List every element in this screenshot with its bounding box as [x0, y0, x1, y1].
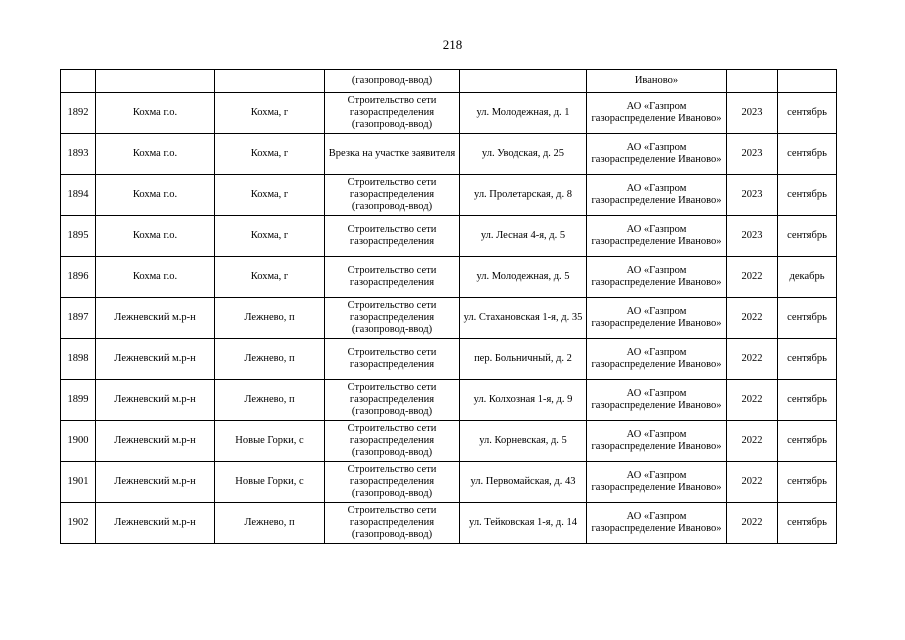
cell-year: 2023 [727, 134, 778, 175]
cell-work: Врезка на участке заявителя [325, 134, 460, 175]
table-row [61, 462, 837, 503]
cell-month: сентябрь [778, 93, 837, 134]
cell-org: АО «Газпром газораспределение Иваново» [587, 175, 727, 216]
cell-org: АО «Газпром газораспределение Иваново» [587, 93, 727, 134]
cell-org: АО «Газпром газораспределение Иваново» [587, 339, 727, 380]
cell-locality: Кохма, г [215, 175, 325, 216]
cell-year: 2022 [727, 421, 778, 462]
cell-year: 2023 [727, 93, 778, 134]
cell-org: Иваново» [587, 70, 727, 93]
cell-district: Кохма г.о. [96, 93, 215, 134]
table-row [61, 257, 837, 298]
cell-org: АО «Газпром газораспределение Иваново» [587, 503, 727, 544]
cell-month: сентябрь [778, 421, 837, 462]
cell-year: 2022 [727, 380, 778, 421]
cell-address: ул. Молодежная, д. 5 [460, 257, 587, 298]
cell-num: 1900 [61, 421, 96, 462]
cell-num: 1894 [61, 175, 96, 216]
cell-district: Лежневский м.р-н [96, 503, 215, 544]
cell-org: АО «Газпром газораспределение Иваново» [587, 134, 727, 175]
table-row [61, 421, 837, 462]
cell-address: ул. Стахановская 1-я, д. 35 [460, 298, 587, 339]
cell-district: Кохма г.о. [96, 175, 215, 216]
cell-num: 1893 [61, 134, 96, 175]
cell-work: Строительство сети газораспределения [325, 339, 460, 380]
cell-month: сентябрь [778, 175, 837, 216]
cell-num: 1892 [61, 93, 96, 134]
cell-locality: Новые Горки, с [215, 462, 325, 503]
table-body [61, 70, 837, 544]
cell-year: 2022 [727, 462, 778, 503]
cell-year: 2023 [727, 175, 778, 216]
cell-org: АО «Газпром газораспределение Иваново» [587, 421, 727, 462]
cell-address: ул. Лесная 4-я, д. 5 [460, 216, 587, 257]
table-row [61, 339, 837, 380]
cell-org: АО «Газпром газораспределение Иваново» [587, 462, 727, 503]
table-row [61, 134, 837, 175]
continuation-row [61, 70, 837, 93]
cell-locality: Лежнево, п [215, 380, 325, 421]
cell-locality: Лежнево, п [215, 298, 325, 339]
cell-locality: Лежнево, п [215, 503, 325, 544]
table-row [61, 380, 837, 421]
cell-work: Строительство сети газораспределения (газопровод-ввод) [325, 93, 460, 134]
cell-work: (газопровод-ввод) [325, 70, 460, 93]
cell-locality: Новые Горки, с [215, 421, 325, 462]
cell-num: 1899 [61, 380, 96, 421]
cell-work: Строительство сети газораспределения (газопровод-ввод) [325, 462, 460, 503]
cell-year: 2023 [727, 216, 778, 257]
cell-year [727, 70, 778, 93]
cell-district: Кохма г.о. [96, 216, 215, 257]
cell-address: пер. Больничный, д. 2 [460, 339, 587, 380]
cell-num: 1896 [61, 257, 96, 298]
page-number: 218 [442, 37, 463, 52]
cell-work: Строительство сети газораспределения (газопровод-ввод) [325, 380, 460, 421]
table-row [61, 298, 837, 339]
cell-work: Строительство сети газораспределения (газопровод-ввод) [325, 175, 460, 216]
cell-district: Лежневский м.р-н [96, 421, 215, 462]
cell-locality: Кохма, г [215, 216, 325, 257]
cell-district: Лежневский м.р-н [96, 339, 215, 380]
cell-month: сентябрь [778, 216, 837, 257]
table-row [61, 216, 837, 257]
cell-locality: Кохма, г [215, 134, 325, 175]
cell-num: 1898 [61, 339, 96, 380]
cell-locality: Кохма, г [215, 257, 325, 298]
cell-district: Лежневский м.р-н [96, 380, 215, 421]
cell-locality [215, 70, 325, 93]
cell-work: Строительство сети газораспределения (газопровод-ввод) [325, 298, 460, 339]
cell-org: АО «Газпром газораспределение Иваново» [587, 216, 727, 257]
cell-locality: Кохма, г [215, 93, 325, 134]
cell-district: Лежневский м.р-н [96, 298, 215, 339]
cell-address: ул. Корневская, д. 5 [460, 421, 587, 462]
cell-num [61, 70, 96, 93]
cell-month: сентябрь [778, 503, 837, 544]
cell-year: 2022 [727, 339, 778, 380]
cell-month: сентябрь [778, 298, 837, 339]
cell-district: Лежневский м.р-н [96, 462, 215, 503]
cell-month: сентябрь [778, 134, 837, 175]
table-row [61, 175, 837, 216]
cell-org: АО «Газпром газораспределение Иваново» [587, 298, 727, 339]
table-row [61, 503, 837, 544]
cell-org: АО «Газпром газораспределение Иваново» [587, 257, 727, 298]
cell-district [96, 70, 215, 93]
cell-month [778, 70, 837, 93]
cell-work: Строительство сети газораспределения (газопровод-ввод) [325, 503, 460, 544]
cell-num: 1902 [61, 503, 96, 544]
cell-num: 1901 [61, 462, 96, 503]
cell-address: ул. Молодежная, д. 1 [460, 93, 587, 134]
cell-org: АО «Газпром газораспределение Иваново» [587, 380, 727, 421]
cell-locality: Лежнево, п [215, 339, 325, 380]
cell-num: 1897 [61, 298, 96, 339]
cell-address: ул. Пролетарская, д. 8 [460, 175, 587, 216]
cell-year: 2022 [727, 503, 778, 544]
cell-district: Кохма г.о. [96, 257, 215, 298]
cell-num: 1895 [61, 216, 96, 257]
cell-work: Строительство сети газораспределения (газопровод-ввод) [325, 421, 460, 462]
cell-year: 2022 [727, 298, 778, 339]
table-row [61, 93, 837, 134]
cell-address: ул. Первомайская, д. 43 [460, 462, 587, 503]
cell-work: Строительство сети газораспределения [325, 257, 460, 298]
cell-month: сентябрь [778, 462, 837, 503]
cell-address [460, 70, 587, 93]
cell-month: декабрь [778, 257, 837, 298]
gas-network-table [60, 69, 837, 544]
cell-year: 2022 [727, 257, 778, 298]
cell-work: Строительство сети газораспределения [325, 216, 460, 257]
cell-address: ул. Тейковская 1-я, д. 14 [460, 503, 587, 544]
cell-district: Кохма г.о. [96, 134, 215, 175]
cell-address: ул. Колхозная 1-я, д. 9 [460, 380, 587, 421]
cell-address: ул. Уводская, д. 25 [460, 134, 587, 175]
cell-month: сентябрь [778, 380, 837, 421]
cell-month: сентябрь [778, 339, 837, 380]
